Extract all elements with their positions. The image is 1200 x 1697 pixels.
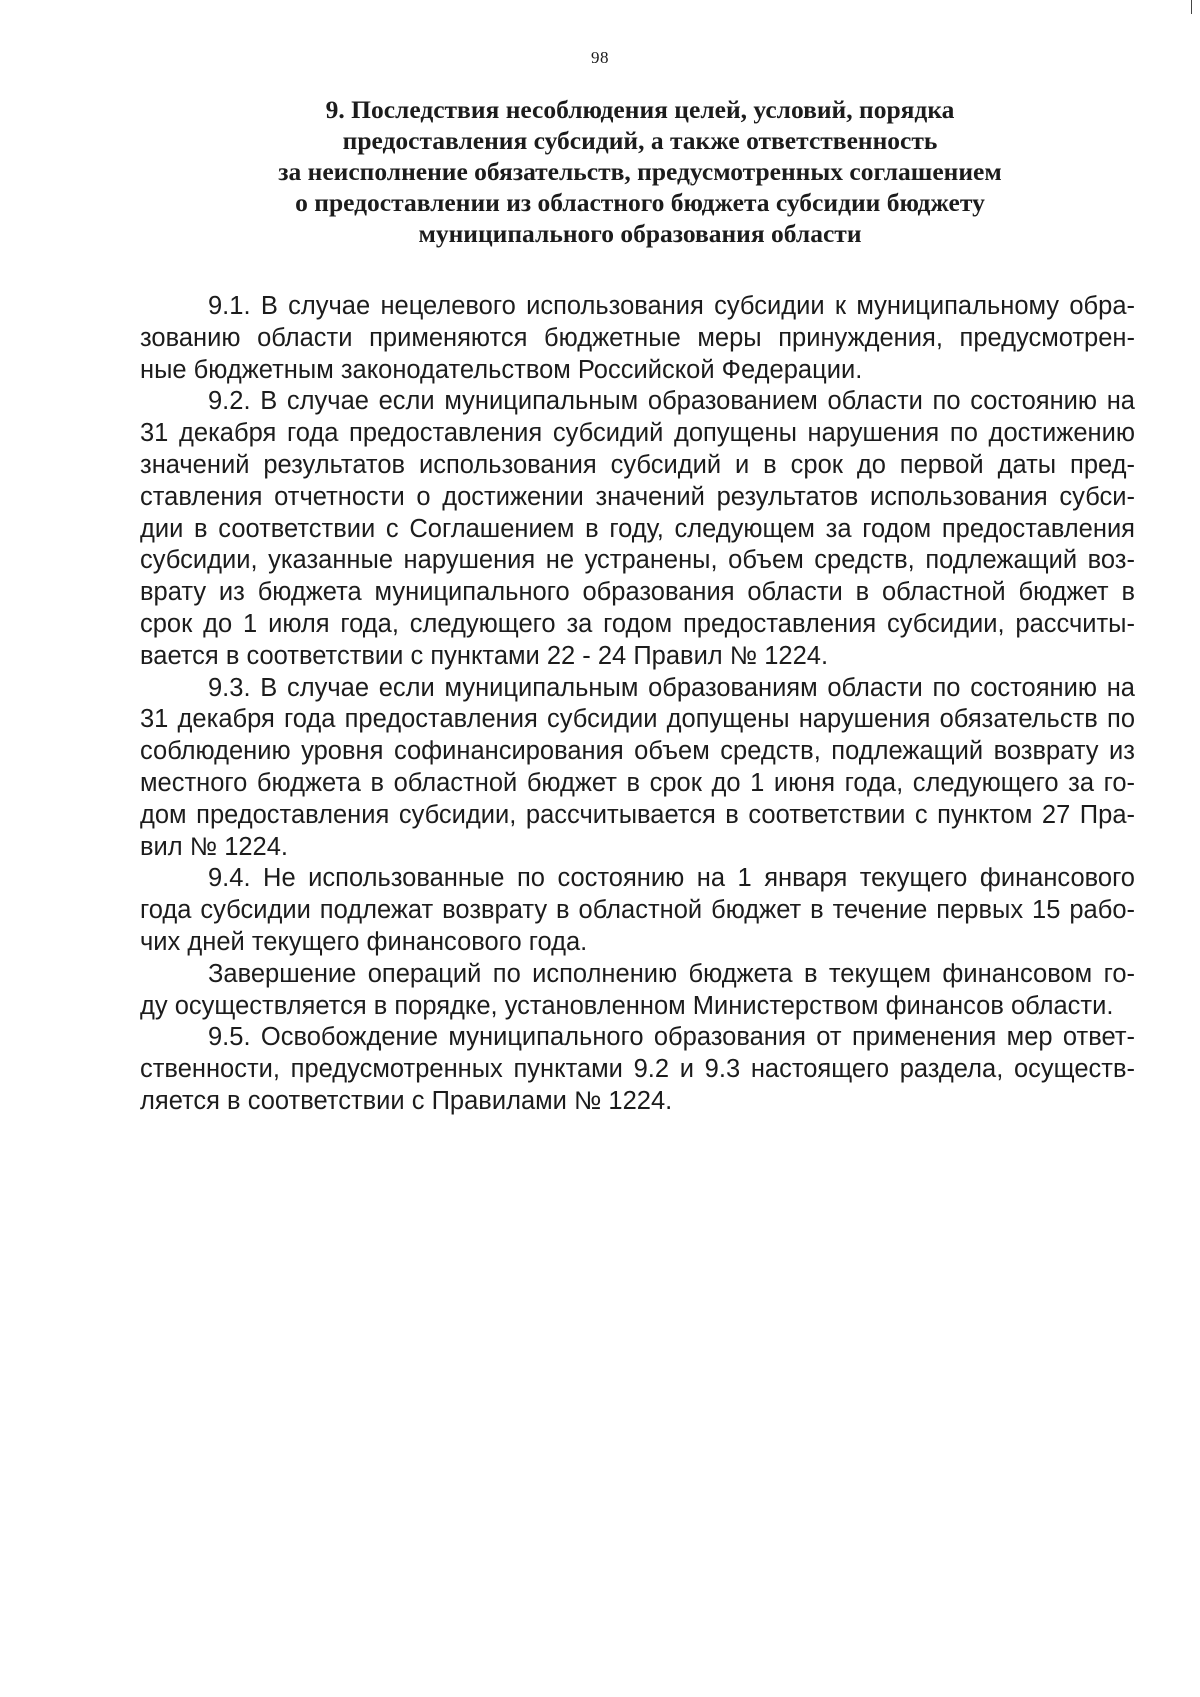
paragraph-line: ные бюджетным законодательством Российской Федерации. (140, 355, 863, 384)
paragraph-line: местного бюджета в областной бюджет в срок до 1 июня года, следующего за го- (140, 768, 1135, 797)
paragraph-line: 9.1. В случае нецелевого использования субсидии к муниципальному обра- (208, 292, 1135, 320)
paragraph-line: зованию области применяются бюджетные меры принуждения, предусмотрен- (140, 323, 1135, 352)
paragraph-line: соблюдению уровня софинансирования объем средств, подлежащий возврату из (140, 737, 1135, 766)
paragraph-line: Завершение операций по исполнению бюджета в текущем финансовом го- (208, 959, 1135, 988)
paragraph-line: вается в соответствии с пунктами 22 - 24 Правил № 1224. (140, 641, 829, 670)
paragraph-9-3 (140, 673, 1135, 864)
heading-line: за неисполнение обязательств, предусмотренных соглашением (278, 157, 1002, 186)
paragraph-line: 9.4. Не использованные по состоянию на 1 января текущего финансового (208, 864, 1135, 893)
paragraph-line: срок до 1 июля года, следующего за годом предоставления субсидии, рассчиты- (140, 609, 1135, 638)
paragraph-line: значений результатов использования субсидий и в срок до первой даты пред- (140, 450, 1135, 479)
paragraph-line: субсидии, указанные нарушения не устранены, объем средств, подлежащий воз- (140, 546, 1135, 575)
page-number: 98 (591, 48, 609, 67)
paragraph-line: чих дней текущего финансового года. (140, 927, 588, 956)
paragraph-line: ляется в соответствии с Правилами № 1224. (140, 1086, 673, 1115)
paragraph-9-1 (140, 291, 1135, 386)
paragraph-line: дом предоставления субсидии, рассчитывается в соответствии с пунктом 27 Пра- (140, 800, 1135, 829)
paragraph-line: ственности, предусмотренных пунктами 9.2 и 9.3 настоящего раздела, осуществ- (140, 1055, 1135, 1084)
paragraph-line: ставления отчетности о достижении значений результатов использования субси- (140, 482, 1135, 511)
heading-line: 9. Последствия несоблюдения целей, условий, порядка (325, 95, 955, 124)
scan-edge-mark (1191, 0, 1192, 14)
paragraph-9-4 (140, 863, 1135, 958)
paragraph-budget-completion (140, 959, 1135, 1023)
paragraph-line: врату из бюджета муниципального образования области в областной бюджет в (140, 578, 1135, 607)
heading-line: о предоставлении из областного бюджета субсидии бюджету (295, 188, 985, 217)
heading-line: муниципального образования области (418, 219, 862, 248)
section-heading (200, 94, 1080, 249)
paragraph-line: 9.2. В случае если муниципальным образованием области по состоянию на (208, 387, 1135, 416)
paragraph-line: дии в соответствии с Соглашением в году, следующем за годом предоставления (140, 514, 1135, 543)
paragraph-line: 31 декабря года предоставления субсидий допущены нарушения по достижению (140, 419, 1135, 448)
paragraph-line: 9.3. В случае если муниципальным образованиям области по состоянию на (208, 673, 1135, 702)
heading-line: предоставления субсидий, а также ответственность (342, 126, 938, 155)
section-body (140, 291, 1135, 1118)
paragraph-line: 9.5. Освобождение муниципального образования от применения мер ответ- (208, 1023, 1135, 1052)
paragraph-9-2 (140, 386, 1135, 672)
paragraph-line: вил № 1224. (140, 832, 289, 861)
paragraph-line: ду осуществляется в порядке, установленном Министерством финансов области. (140, 991, 1114, 1020)
paragraph-line: 31 декабря года предоставления субсидии допущены нарушения обязательств по (140, 705, 1135, 734)
paragraph-9-5 (140, 1022, 1135, 1117)
paragraph-line: года субсидии подлежат возврату в областной бюджет в течение первых 15 рабо- (140, 896, 1135, 925)
